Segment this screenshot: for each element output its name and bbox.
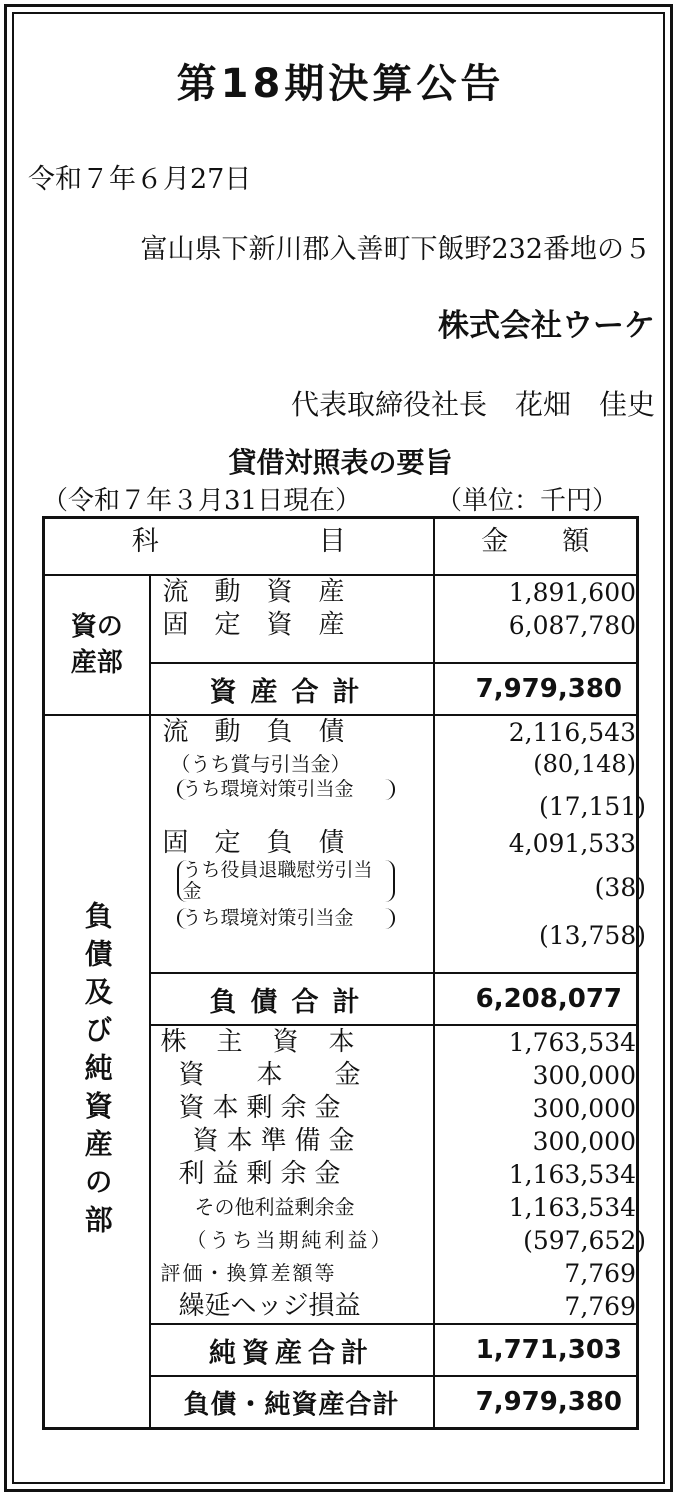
amount: 4,091,533 — [508, 829, 636, 858]
list-item: （うち当期純利益） — [186, 1228, 394, 1252]
amount: (17,151) — [539, 792, 646, 821]
list-item — [163, 908, 433, 956]
amount: 6,087,780 — [508, 611, 636, 640]
equity-item-amounts — [434, 1025, 646, 1324]
amount: 1,163,534 — [508, 1193, 636, 1222]
assets-items-row — [44, 575, 638, 663]
header-kamoku — [44, 518, 434, 576]
liabilities-equity-section-label — [44, 715, 150, 1429]
amount: (38) — [594, 873, 646, 902]
equity-item-labels — [150, 1025, 434, 1324]
list-item: （うち賞与引当金） — [170, 752, 351, 776]
list-item: 繰延ヘッジ損益 — [178, 1291, 361, 1321]
equity-total-amount: 1,771,303 — [434, 1324, 638, 1376]
list-item: 資本剰余金 — [178, 1093, 349, 1123]
equity-total-label: 純資産合計 — [150, 1324, 434, 1376]
amount: (597,652) — [523, 1226, 646, 1255]
balance-sheet-unit: （単位：千円） — [436, 486, 619, 516]
amount: (80,148) — [533, 750, 636, 778]
list-item: 利益剰余金 — [178, 1159, 349, 1189]
amount: 7,769 — [564, 1292, 636, 1321]
header-kamoku-1: 科 — [131, 526, 159, 557]
grand-total-amount: 7,979,380 — [434, 1376, 638, 1429]
balance-sheet-table — [42, 516, 646, 1430]
representative: 代表取締役社長 花畑 佳史 — [290, 388, 655, 421]
amount: 1,891,600 — [508, 578, 636, 607]
assets-section-label-1: 資の — [70, 612, 123, 642]
list-item-label: うち役員退職慰労引当金 — [177, 860, 395, 902]
amount: (13,758) — [539, 921, 646, 950]
notice-date: 令和７年６月27日 — [28, 164, 252, 195]
list-item: 評価・換算差額等 — [160, 1261, 337, 1285]
liabilities-item-labels — [150, 715, 434, 973]
list-item: 固 定 負 債 — [162, 828, 345, 858]
liabilities-items-row — [44, 715, 638, 973]
list-item: 流 動 資 産 — [162, 577, 345, 607]
liabilities-total-amount: 6,208,077 — [434, 973, 638, 1025]
list-item: 資本準備金 — [192, 1126, 363, 1156]
list-item: 固 定 資 産 — [162, 610, 345, 640]
balance-sheet-title: 貸借対照表の要旨 — [228, 446, 453, 479]
assets-total-amount: 7,979,380 — [434, 663, 638, 715]
list-item: その他利益剰余金 — [194, 1195, 355, 1219]
amount: 1,163,534 — [508, 1160, 636, 1189]
amount: 300,000 — [532, 1061, 636, 1090]
list-item — [163, 779, 433, 827]
table-header-row — [44, 518, 638, 576]
notice-title: 第18期決算公告 — [176, 61, 505, 107]
balance-sheet-date: （令和７年３月31日現在） — [42, 486, 362, 516]
balance-sheet-subtitle — [42, 480, 619, 517]
amount: 7,769 — [564, 1259, 636, 1288]
grand-total-label: 負債・純資産合計 — [150, 1376, 434, 1429]
amount: 1,763,534 — [508, 1028, 636, 1057]
list-item: 流 動 負 債 — [162, 717, 345, 747]
header-kamoku-2: 目 — [318, 526, 346, 557]
assets-item-amounts — [434, 575, 638, 663]
liabilities-total-label: 負債合計 — [150, 973, 434, 1025]
header-kingaku: 金 額 — [434, 518, 638, 576]
list-item-label: うち環境対策引当金 — [177, 779, 395, 800]
list-item-label: うち環境対策引当金 — [177, 908, 395, 929]
amount: 300,000 — [532, 1127, 636, 1156]
list-item — [163, 860, 433, 908]
amount: 2,116,543 — [508, 718, 636, 747]
assets-section-label — [44, 575, 150, 715]
liabilities-item-amounts — [434, 715, 646, 973]
company-name: 株式会社ウーケ — [438, 308, 655, 344]
assets-section-label-2: 産部 — [70, 648, 123, 678]
company-address: 富山県下新川郡入善町下飯野232番地の５ — [140, 234, 651, 265]
assets-item-labels — [150, 575, 434, 663]
amount: 300,000 — [532, 1094, 636, 1123]
list-item: 資 本 金 — [178, 1060, 361, 1090]
liabilities-equity-section-text: 負債及び純資産の部 — [80, 900, 114, 1243]
assets-total-label: 資産合計 — [150, 663, 434, 715]
list-item: 株 主 資 本 — [160, 1027, 357, 1057]
